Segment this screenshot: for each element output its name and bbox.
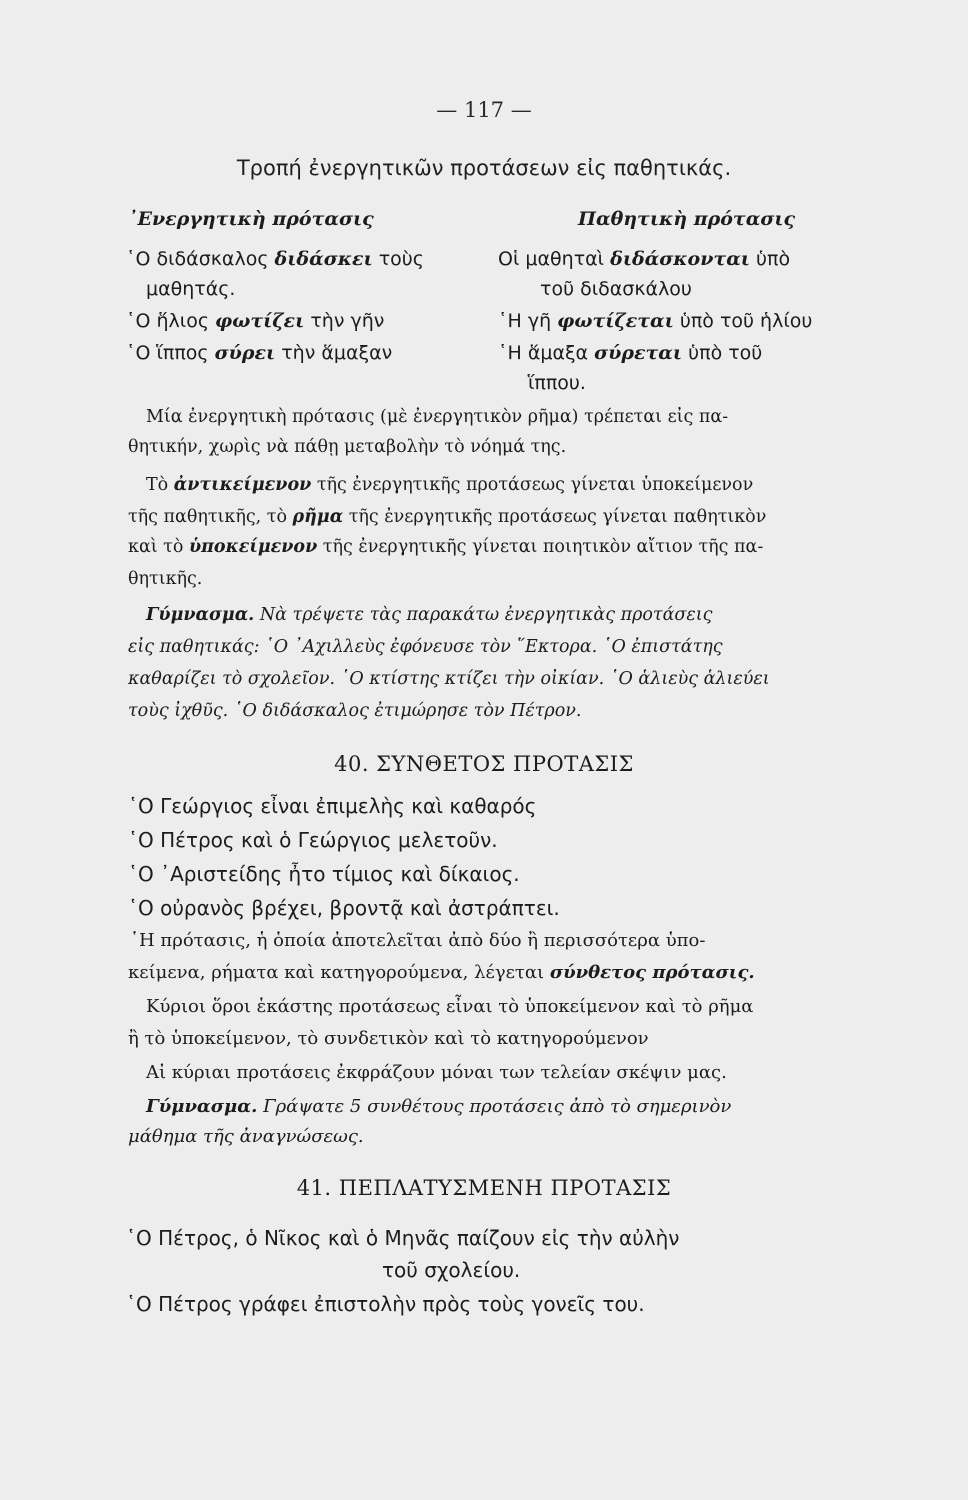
transform-heading: Τροπή ἐνεργητικῶν προτάσεων εἰς παθητικάς. — [236, 156, 732, 180]
passive-sentence-1: Οἱ μαθηταὶ διδάσκονται ὑπὸ — [498, 248, 791, 270]
exercise-1-line-2: εἰς παθητικάς: ῾Ο ᾿Αχιλλεὺς ἐφόνευσε τὸν ῞Εκτορα. ῾Ο ἐπιστάτης — [128, 637, 723, 657]
terms-line-1: Κύριοι ὅροι ἑκάστης προτάσεως εἶναι τὸ ὑποκείμενον καὶ τὸ ρῆμα — [146, 996, 754, 1017]
passive-sentence-3-cont: ἵππου. — [528, 372, 586, 394]
passive-sentence-1-cont: τοῦ διδασκάλου — [540, 278, 692, 300]
object-line-3: καὶ τὸ ὑποκείμενον τῆς ἐνεργητικῆς γίνεται ποιητικὸν αἴτιον τῆς πα- — [128, 537, 764, 557]
active-sentence-1-cont: μαθητάς. — [146, 278, 236, 300]
object-line-2: τῆς παθητικῆς, τὸ ρῆμα τῆς ἐνεργητικῆς προτάσεως γίνεται παθητικὸν — [128, 507, 767, 527]
section-41-sentence-1-cont: τοῦ σχολείου. — [382, 1258, 521, 1282]
passive-sentence-2: ῾Η γῆ φωτίζεται ὑπὸ τοῦ ἡλίου — [498, 310, 813, 332]
definition-line-2: κείμενα, ρήματα καὶ κατηγορούμενα, λέγεται σύνθετος πρότασις. — [128, 962, 755, 983]
section-40-title: 40. ΣΥΝΘΕΤΟΣ ΠΡΟΤΑΣΙΣ — [334, 752, 634, 776]
section-40-sentence-2: ῾Ο Πέτρος καὶ ὁ Γεώργιος μελετοῦν. — [128, 828, 498, 852]
terms-line-2: ἢ τὸ ὑποκείμενον, τὸ συνδετικὸν καὶ τὸ κατηγορούμενον — [128, 1028, 649, 1049]
rule-line-1: Μία ἐνεργητικὴ πρότασις (μὲ ἐνεργητικὸν ρῆμα) τρέπεται εἰς πα- — [146, 407, 729, 427]
active-sentence-1: ῾Ο διδάσκαλος διδάσκει τοὺς — [126, 248, 424, 270]
exercise-2-line-2: μάθημα τῆς ἀναγνώσεως. — [128, 1126, 364, 1147]
passive-sentence-3: ῾Η ἅμαξα σύρεται ὑπὸ τοῦ — [498, 342, 763, 364]
main-clauses-line: Αἱ κύριαι προτάσεις ἐκφράζουν μόναι των τελείαν σκέψιν μας. — [146, 1062, 727, 1083]
section-40-sentence-3: ῾Ο ᾿Αριστείδης ἦτο τίμιος καὶ δίκαιος. — [128, 862, 520, 886]
page-number: — 117 — — [436, 98, 532, 122]
section-40-sentence-4: ῾Ο οὐρανὸς βρέχει, βροντᾷ καὶ ἀστράπτει. — [128, 896, 560, 920]
definition-line-1: ῾Η πρότασις, ἡ ὁποία ἀποτελεῖται ἀπὸ δύο ἢ περισσότερα ὑπο- — [130, 930, 706, 951]
section-41-sentence-2: ῾Ο Πέτρος γράφει ἐπιστολὴν πρὸς τοὺς γονεῖς του. — [126, 1292, 645, 1316]
section-40-sentence-1: ῾Ο Γεώργιος εἶναι ἐπιμελὴς καὶ καθαρός — [128, 794, 537, 818]
active-sentence-2: ῾Ο ἥλιος φωτίζει τὴν γῆν — [126, 310, 385, 332]
active-column-header: ᾿Ενεργητικὴ πρότασις — [128, 208, 374, 230]
exercise-1-line-1: Γύμνασμα. Νὰ τρέψετε τὰς παρακάτω ἐνεργητικὰς προτάσεις — [146, 605, 713, 625]
object-line-1: Τὸ ἀντικείμενον τῆς ἐνεργητικῆς προτάσεως γίνεται ὑποκείμενον — [146, 475, 754, 495]
passive-column-header: Παθητικὴ πρότασις — [578, 208, 796, 230]
section-41-sentence-1: ῾Ο Πέτρος, ὁ Νῖκος καὶ ὁ Μηνᾶς παίζουν εἰς τὴν αὐλὴν — [126, 1226, 680, 1250]
exercise-1-line-4: τοὺς ἰχθῦς. ῾Ο διδάσκαλος ἐτιμώρησε τὸν Πέτρον. — [128, 701, 582, 721]
exercise-1-line-3: καθαρίζει τὸ σχολεῖον. ῾Ο κτίστης κτίζει τὴν οἰκίαν. ῾Ο ἁλιεὺς ἁλιεύει — [128, 669, 770, 689]
object-line-4: θητικῆς. — [128, 569, 203, 589]
exercise-2-line-1: Γύμνασμα. Γράψατε 5 συνθέτους προτάσεις ἀπὸ τὸ σημερινὸν — [146, 1096, 732, 1117]
section-41-title: 41. ΠΕΠΛΑΤΥΣΜΕΝΗ ΠΡΟΤΑΣΙΣ — [296, 1176, 672, 1200]
rule-line-2: θητικήν, χωρὶς νὰ πάθῃ μεταβολὴν τὸ νόημά της. — [128, 437, 567, 457]
active-sentence-3: ῾Ο ἵππος σύρει τὴν ἅμαξαν — [126, 342, 393, 364]
